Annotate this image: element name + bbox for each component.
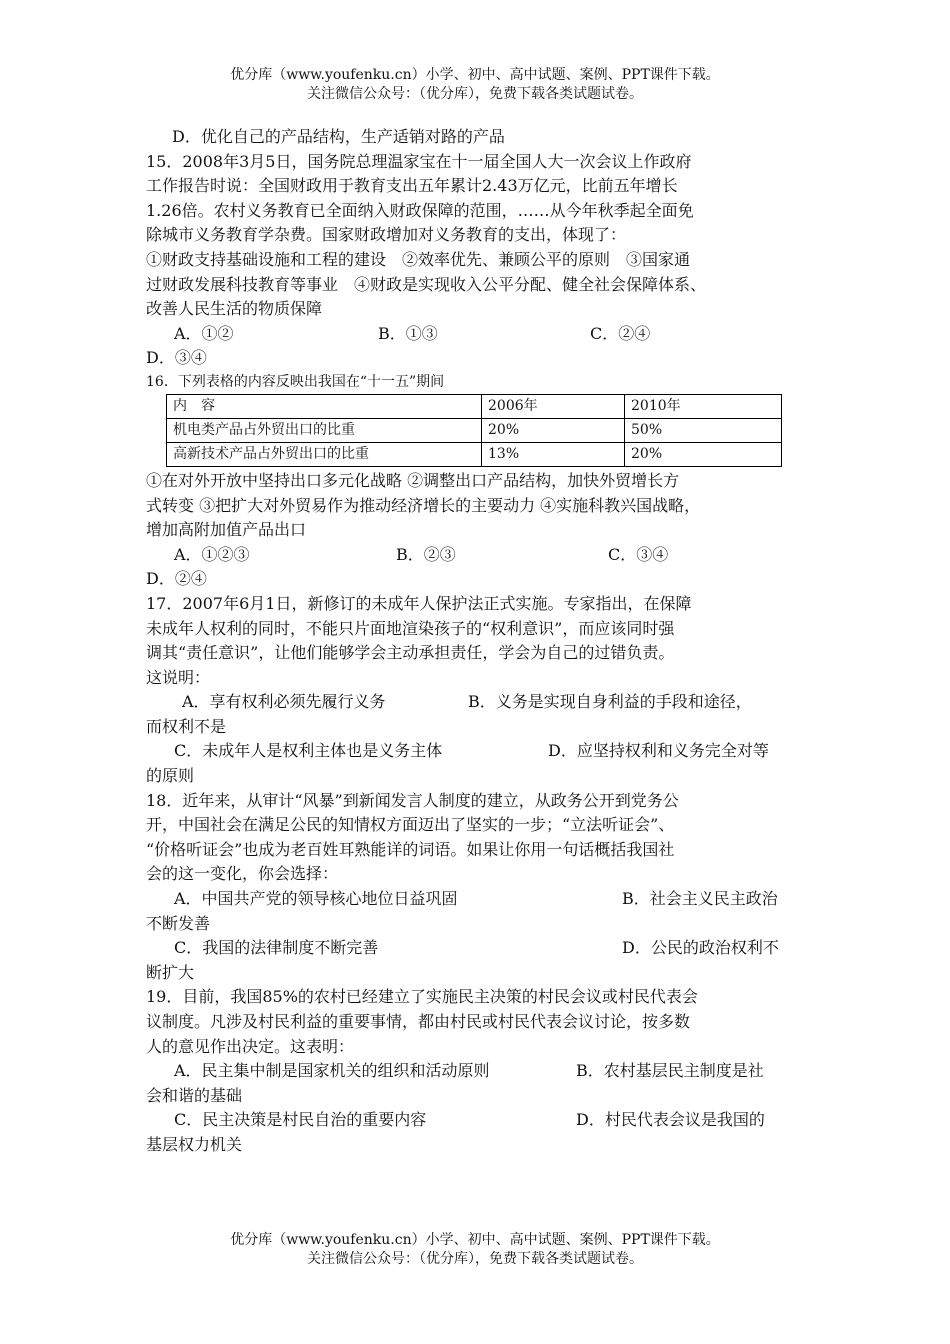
q16-option-d: D．②④ (146, 569, 207, 589)
table-row (167, 418, 782, 442)
table-cell: 20% (625, 442, 782, 466)
document-body (146, 125, 810, 1158)
q17-option-b: B．义务是实现自身利益的手段和途径， (468, 692, 752, 712)
footer-line-2: 关注微信公众号：（优分库），免费下载各类试题试卷。 (307, 1251, 643, 1267)
q15-stem-line: ①财政支持基础设施和工程的建设 ②效率优先、兼顾公平的原则 ③国家通 (146, 249, 691, 269)
q15-options (146, 322, 810, 347)
question-19 (146, 985, 810, 1157)
q15-option-a: A．①② (174, 323, 234, 343)
table-cell: 高新技术产品占外贸出口的比重 (167, 442, 482, 466)
q18-stem-line: “价格听证会”也成为老百姓耳熟能详的词语。如果让你用一句话概括我国社 (146, 839, 675, 859)
question-17 (146, 592, 810, 789)
q19-stem-line: 19．目前，我国85%的农村已经建立了实施民主决策的村民会议或村民代表会 (146, 987, 698, 1007)
q15-stem-line: 除城市义务教育学杂费。国家财政增加对义务教育的支出，体现了： (146, 225, 627, 245)
q18-stem-line: 18．近年来，从审计“风暴”到新闻发言人制度的建立，从政务公开到党务公 (146, 790, 679, 810)
q18-option-d-cont: 断扩大 (146, 962, 195, 982)
q17-option-a: A．享有权利必须先履行义务 (182, 692, 386, 712)
q16-stem-line: ①在对外开放中坚持出口多元化战略 ②调整出口产品结构，加快外贸增长方 (146, 470, 680, 490)
q16-stem-line: 式转变 ③把扩大对外贸易作为推动经济增长的主要动力 ④实施科教兴国战略， (146, 495, 701, 515)
q17-option-d-cont: 的原则 (146, 766, 195, 786)
table-row (167, 442, 782, 466)
question-16 (146, 371, 810, 592)
q16-option-b: B．②③ (396, 544, 456, 564)
q17-option-c: C．未成年人是权利主体也是义务主体 (174, 741, 443, 761)
q15-stem-line: 15．2008年3月5日，国务院总理温家宝在十一届全国人大一次会议上作政府 (146, 151, 692, 171)
q18-options-cd (146, 936, 810, 961)
table-cell: 20% (482, 418, 625, 442)
table-header-cell: 2010年 (625, 394, 782, 418)
header-line-1: 优分库（www.youfenku.cn）小学、初中、高中试题、案例、PPT课件下载。 (230, 67, 720, 83)
table-cell: 机电类产品占外贸出口的比重 (167, 418, 482, 442)
table-cell: 50% (625, 418, 782, 442)
q19-option-a: A．民主集中制是国家机关的组织和活动原则 (174, 1061, 490, 1081)
q18-stem-line: 会的这一变化，你会选择： (146, 864, 339, 884)
q17-stem-line: 调其“责任意识”，让他们能够学会主动承担责任，学会为自己的过错负责。 (146, 643, 675, 663)
table-header-row (167, 394, 782, 418)
question-18 (146, 789, 810, 986)
q15-stem-line: 工作报告时说：全国财政用于教育支出五年累计2.43万亿元，比前五年增长 (146, 176, 678, 196)
footer-line-1: 优分库（www.youfenku.cn）小学、初中、高中试题、案例、PPT课件下载。 (230, 1232, 720, 1248)
q18-option-c: C．我国的法律制度不断完善 (174, 938, 379, 958)
q15-option-b: B．①③ (378, 323, 438, 343)
q16-table (166, 394, 782, 467)
q19-options-ab (146, 1059, 810, 1084)
q17-options-cd (146, 739, 810, 764)
q15-option-d: D．③④ (146, 348, 207, 368)
page-header (0, 66, 950, 104)
q18-option-a: A．中国共产党的领导核心地位日益巩固 (174, 889, 458, 909)
q16-option-a: A．①②③ (174, 544, 250, 564)
q19-option-d: D．村民代表会议是我国的 (576, 1110, 765, 1130)
q16-stem-line: 增加高附加值产品出口 (146, 520, 307, 540)
q17-stem-line: 这说明： (146, 667, 211, 687)
header-line-2: 关注微信公众号：（优分库），免费下载各类试题试卷。 (307, 86, 643, 102)
q19-option-d-cont: 基层权力机关 (146, 1134, 243, 1154)
q17-option-b-cont: 而权利不是 (146, 716, 227, 736)
q17-stem-line: 未成年人权利的同时，不能只片面地渲染孩子的“权利意识”，而应该同时强 (146, 618, 675, 638)
q17-options-ab (146, 690, 810, 715)
table-header-cell: 内 容 (167, 394, 482, 418)
q19-options-cd (146, 1108, 810, 1133)
q19-stem-line: 人的意见作出决定。这表明： (146, 1036, 355, 1056)
q16-options (146, 543, 810, 568)
q19-option-c: C．民主决策是村民自治的重要内容 (174, 1110, 427, 1130)
table-cell: 13% (482, 442, 625, 466)
q19-option-b-cont: 会和谐的基础 (146, 1085, 243, 1105)
q14-option-d: D．优化自己的产品结构，生产适销对路的产品 (172, 127, 505, 146)
q16-stem: 16．下列表格的内容反映出我国在“十一五”期间 (146, 373, 445, 390)
q18-option-d: D．公民的政治权利不 (622, 938, 779, 958)
q15-option-c: C．②④ (590, 323, 651, 343)
q18-option-b-cont: 不断发善 (146, 913, 211, 933)
q18-option-b: B．社会主义民主政治 (622, 889, 778, 909)
q15-stem-line: 过财政发展科技教育等事业 ④财政是实现收入公平分配、健全社会保障体系、 (146, 274, 707, 294)
q18-stem-line: 开，中国社会在满足公民的知情权方面迈出了坚实的一步；“立法听证会”、 (146, 815, 675, 835)
table-header-cell: 2006年 (482, 394, 625, 418)
q19-stem-line: 议制度。凡涉及村民利益的重要事情，都由村民或村民代表会议讨论，按多数 (146, 1012, 691, 1031)
q15-stem-line: 1.26倍。农村义务教育已全面纳入财政保障的范围，……从今年秋季起全面免 (146, 200, 694, 220)
q17-option-d: D．应坚持权利和义务完全对等 (548, 741, 769, 761)
page-footer (0, 1231, 950, 1269)
q17-stem-line: 17．2007年6月1日，新修订的未成年人保护法正式实施。专家指出，在保障 (146, 593, 692, 613)
q15-stem-line: 改善人民生活的物质保障 (146, 299, 323, 319)
question-15 (146, 150, 810, 371)
q19-option-b: B．农村基层民主制度是社 (576, 1061, 764, 1081)
q16-option-c: C．③④ (608, 544, 669, 564)
q18-options-ab (146, 887, 810, 912)
